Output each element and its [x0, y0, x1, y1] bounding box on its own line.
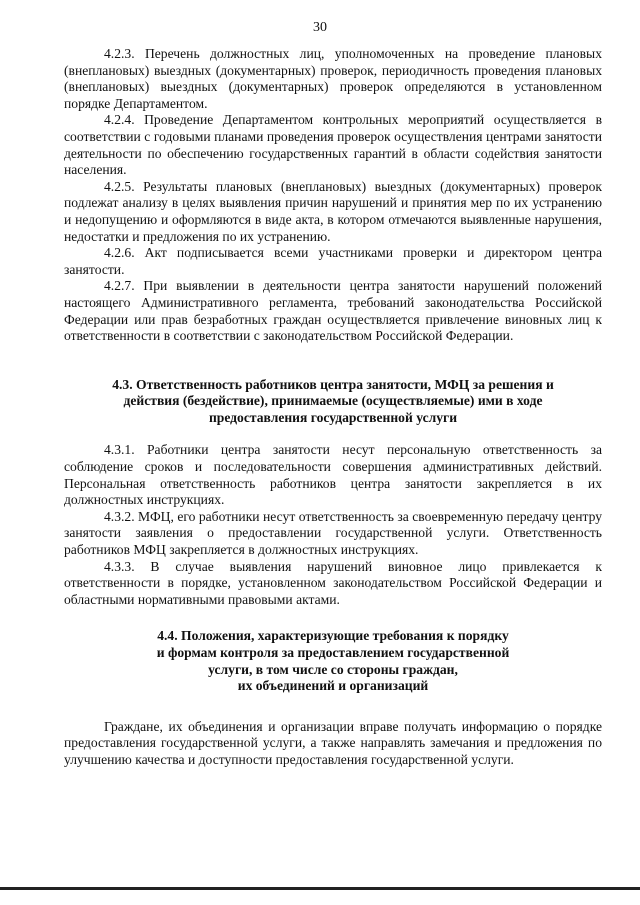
- spacer: [64, 345, 602, 377]
- bottom-rule: [0, 887, 640, 890]
- section-heading-4-4-line: услуги, в том числе со стороны граждан,: [208, 661, 458, 677]
- paragraph-4-3-2: 4.3.2. МФЦ, его работники несут ответственность за своевременную передачу центру занятости заявления о предоставлении государственной услуги. Ответственность работников МФЦ закрепляется в должностных инструкциях.: [64, 508, 602, 558]
- document-body: [64, 46, 602, 769]
- section-heading-4-3: 4.3. Ответственность работников центра занятости, МФЦ за решения и действия (бездействие), принимаемые (осуществляемые) ими в ходе предоставления государственной услуги: [112, 376, 554, 425]
- section-heading-4-4-line: 4.4. Положения, характеризующие требования к порядку: [157, 628, 509, 644]
- spacer: [64, 695, 602, 719]
- paragraph-4-2-6: 4.2.6. Акт подписывается всеми участниками проверки и директором центра занятости.: [64, 245, 602, 277]
- page-number: 30: [313, 20, 327, 35]
- spacer: [64, 608, 602, 628]
- paragraph-4-2-4: 4.2.4. Проведение Департаментом контрольных мероприятий осуществляется в соответствии с годовыми планами проведения проверок осуществления центрами занятости деятельности по обеспечению государственных гарантий в области содействия занятости населения.: [64, 112, 602, 178]
- section-heading-4-4: [64, 628, 602, 694]
- paragraph-4-3-1: 4.3.1. Работники центра занятости несут персональную ответственность за соблюдение сроков и последовательности совершения административных действий. Персональная ответственность работников центра занятости закрепляется в их должностных инструкциях.: [64, 442, 602, 508]
- paragraph-4-4: Граждане, их объединения и организации вправе получать информацию о порядке предоставления государственной услуги, а также направлять замечания и предложения по улучшению качества и доступности предоставления государственной услуги.: [64, 718, 602, 767]
- spacer: [64, 426, 602, 442]
- section-heading-4-4-line: и формам контроля за предоставлением государственной: [156, 645, 510, 660]
- paragraph-4-2-7: 4.2.7. При выявлении в деятельности центра занятости нарушений положений настоящего Административного регламента, требований законодательства Российской Федерации или прав безработных граждан осуществляется привлечение виновных лиц к ответственности в соответствии с законодательством Российской Федерации.: [64, 278, 602, 344]
- paragraph-4-2-5: 4.2.5. Результаты плановых (внеплановых) выездных (документарных) проверок подлежат анализу в целях выявления причин нарушений и принятия мер по их устранению и недопущению и оформляются в виде акта, в котором отмечаются выявленные нарушения, недостатки и предложения по их устранению.: [64, 178, 602, 244]
- paragraph-4-2-3: 4.2.3. Перечень должностных лиц, уполномоченных на проведение плановых (внеплановых) выездных (документарных) проверок, периодичность проведения плановых (внеплановых) выездных (документарных) проверок определяются в установленном порядке Департаментом.: [64, 46, 602, 111]
- paragraph-4-3-3: 4.3.3. В случае выявления нарушений виновное лицо привлекается к ответственности в порядке, установленном законодательством Российской Федерации и областными нормативными правовыми актами.: [64, 558, 602, 607]
- section-heading-4-4-line: их объединений и организаций: [237, 678, 429, 694]
